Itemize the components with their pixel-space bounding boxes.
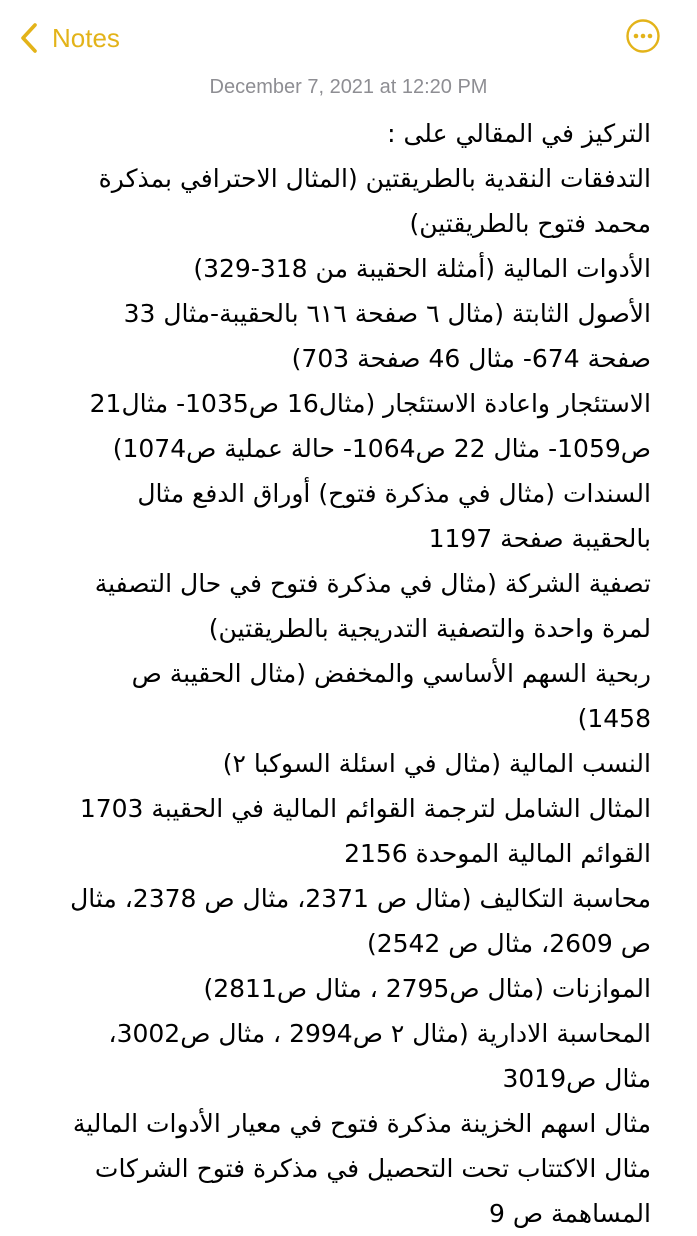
note-line: المساهمة ص 9 (489, 1199, 651, 1228)
note-line: السندات (مثال في مذكرة فتوح) أوراق الدفع مثال (137, 479, 651, 508)
note-line: المحاسبة الادارية (مثال ٢ ص2994 ، مثال ص3002، (108, 1019, 651, 1048)
note-line: القوائم المالية الموحدة 2156 (344, 839, 651, 868)
note-line: النسب المالية (مثال في اسئلة السوكبا ٢) (222, 749, 651, 778)
back-label: Notes (52, 23, 120, 53)
note-line: ص1059- مثال 22 ص1064- حالة عملية ص1074) (112, 434, 651, 463)
note-line: تصفية الشركة (مثال في مذكرة فتوح في حال التصفية (94, 569, 651, 598)
note-line: محاسبة التكاليف (مثال ص 2371، مثال ص 2378، مثال (70, 884, 651, 913)
more-options-button[interactable] (625, 18, 661, 54)
chevron-left-icon (18, 22, 40, 54)
navigation-bar (0, 0, 697, 74)
note-line: ربحية السهم الأساسي والمخفض (مثال الحقيبة ص (131, 659, 651, 688)
back-button[interactable] (18, 18, 120, 58)
note-line: التدفقات النقدية بالطريقتين (المثال الاحترافي بمذكرة (98, 164, 651, 193)
note-line: الموازنات (مثال ص2795 ، مثال ص2811) (203, 974, 651, 1003)
note-line: بالحقيبة صفحة 1197 (428, 524, 651, 553)
note-line: مثال ص3019 (502, 1064, 651, 1093)
note-line: مثال الاكتتاب تحت التحصيل في مذكرة فتوح الشركات (94, 1154, 651, 1183)
note-line: مثال اسهم الخزينة مذكرة فتوح في معيار الأدوات المالية (72, 1109, 651, 1138)
note-line: المثال الشامل لترجمة القوائم المالية في الحقيبة 1703 (79, 794, 651, 823)
note-body[interactable] (24, 111, 651, 1236)
note-line: الأدوات المالية (أمثلة الحقيبة من 318-329) (193, 254, 651, 283)
note-line: صفحة 674- مثال 46 صفحة 703) (291, 344, 651, 373)
note-line: لمرة واحدة والتصفية التدريجية بالطريقتين) (208, 614, 651, 643)
note-date: December 7, 2021 at 12:20 PM (209, 76, 488, 98)
note-line: محمد فتوح بالطريقتين) (409, 209, 651, 238)
note-line: الاستئجار واعادة الاستئجار (مثال16 ص1035- مثال21 (89, 389, 651, 418)
note-line: التركيز في المقالي على : (387, 119, 651, 148)
note-line: ص 2609، مثال ص 2542) (366, 929, 651, 958)
note-line: الأصول الثابتة (مثال ٦ صفحة ٦١٦ بالحقيبة-مثال 33 (123, 299, 651, 328)
note-line: 1458) (577, 704, 651, 733)
ellipsis-circle-icon (625, 18, 661, 54)
